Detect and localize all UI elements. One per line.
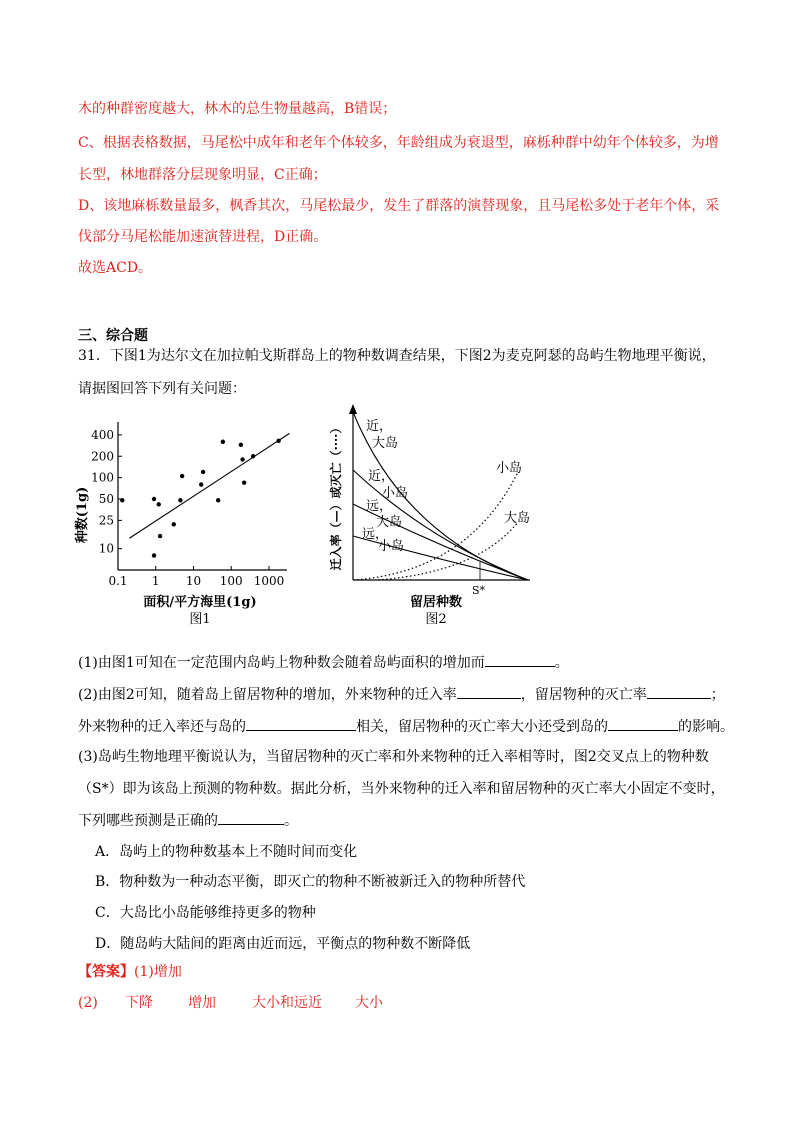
question-3-line-1: (3)岛屿生物地理平衡说认为，当留居物种的灭亡率和外来物种的迁入率相等时，图2交叉点上的物种数: [78, 749, 709, 765]
figure-2-equilibrium-chart: [318, 400, 558, 630]
answer-blank-1[interactable]: [485, 652, 555, 667]
answer-tag: 【答案】: [78, 964, 134, 980]
figure-1-data-point: [158, 534, 162, 538]
question-3-line-3: 下列哪些预测是正确的 。: [78, 810, 298, 831]
figure-1-data-point: [157, 502, 161, 506]
answer-blank-2c[interactable]: [246, 716, 356, 731]
answer-line-2: [78, 993, 383, 1013]
figure-1-data-point: [240, 457, 244, 461]
explanation-line-6: 故选ACD。: [78, 260, 153, 276]
figure-1-y-axis-label: 种数(1g): [75, 486, 90, 544]
label-near-small-2: 小岛: [382, 486, 409, 501]
figure-1-y-tick-label: 50: [98, 492, 114, 506]
figure-1-y-tick-label: 10: [98, 541, 114, 556]
figure-1-x-tick-label: 0.1: [108, 574, 128, 588]
answer-blank-2b[interactable]: [647, 684, 711, 699]
figure-1-data-point: [199, 482, 203, 486]
label-far-big-1: 远，: [366, 499, 393, 514]
figure-1-x-tick-label: 1000: [253, 574, 285, 588]
answer-line-1: [78, 962, 182, 982]
figure-1-data-point: [178, 498, 182, 502]
figure-2-y-axis-label: 迁入率（—）或灭亡（····）: [329, 421, 343, 571]
figure-1-x-tick-label: 100: [219, 574, 243, 588]
explanation-line-4: D、该地麻栎数量最多，枫香其次，马尾松最少，发生了群落的演替现象，且马尾松多处于老年个体，采: [78, 198, 720, 214]
figure-1-data-point: [216, 498, 220, 502]
label-far-small-1: 远，: [362, 527, 389, 542]
figure-1-data-point: [221, 440, 225, 444]
s-star-label: S*: [472, 584, 486, 597]
figure-1-data-point: [242, 480, 246, 484]
figure-1-data-point: [120, 498, 124, 502]
answer-2-item: 增加: [188, 995, 216, 1011]
question-3-line-2: （S*）即为该岛上预测的物种数。据此分析，当外来物种的迁入率和留居物种的灭亡率大小固定不变时，: [78, 781, 725, 797]
figure-1-data-point: [152, 553, 156, 557]
answer-2-item: 大小和远近: [252, 995, 322, 1011]
figure-1-y-tick-label: 100: [91, 470, 114, 485]
question-2-line-1: (2)由图2可知，随着岛上留居物种的增加，外来物种的迁入率 ，留居物种的灭亡率 ；: [78, 684, 725, 705]
figure-1-data-point: [239, 443, 243, 447]
answer-1: (1)增加: [134, 964, 182, 980]
figure-1-data-point: [201, 470, 205, 474]
option-d: D．随岛屿大陆间的距离由近而远，平衡点的物种数不断降低: [95, 936, 471, 952]
question-1: (1)由图1可知在一定范围内岛屿上物种数会随着岛屿面积的增加而 。: [78, 652, 569, 673]
option-a: A．岛屿上的物种数基本上不随时间而变化: [95, 844, 358, 860]
label-near-big-2: 大岛: [372, 436, 399, 451]
question-2-line-2: 外来物种的迁入率还与岛的 相关，留居物种的灭亡率大小还受到岛的 的影响。: [78, 716, 734, 737]
figure-1-axes: [118, 422, 287, 570]
section-title: 三、综合题: [78, 328, 148, 344]
figure-2-caption: 图2: [425, 612, 447, 627]
explanation-line-2: C、根据表格数据，马尾松中成年和老年个体较多，年龄组成为衰退型，麻栎种群中幼年个体较多，为增: [78, 135, 719, 151]
figure-1-x-tick-label: 10: [185, 574, 202, 588]
answer-blank-2a[interactable]: [457, 684, 521, 699]
figure-1-data-point: [172, 522, 176, 526]
figure-1-caption: 图1: [189, 612, 211, 627]
label-small-island-extinction: 小岛: [496, 461, 523, 476]
answer-blank-3[interactable]: [218, 810, 284, 825]
figure-1-data-point: [180, 474, 184, 478]
figure-1-y-tick-label: 400: [91, 427, 114, 442]
question-stem-line-2: 请据图回答下列有关问题：: [78, 381, 246, 397]
explanation-line-3: 长型，林地群落分层现象明显，C正确；: [78, 167, 327, 183]
figure-1-x-axis-label: 面积/平方海里(1g): [143, 595, 257, 610]
explanation-line-5: 伐部分马尾松能加速演替进程，D正确。: [78, 229, 328, 245]
figure-1-trendline: [129, 433, 289, 538]
label-big-island-extinction: 大岛: [504, 511, 531, 526]
figure-1-data-point: [152, 497, 156, 501]
answer-2-item: 大小: [355, 995, 383, 1011]
label-far-small-2: 小岛: [378, 539, 405, 554]
label-near-big-1: 近，: [366, 419, 393, 434]
label-far-big-2: 大岛: [376, 515, 403, 530]
figure-1-y-tick-label: 200: [91, 449, 114, 464]
option-b: B．物种数为一种动态平衡，即灭亡的物种不断被新迁入的物种所替代: [95, 874, 526, 890]
label-near-small-1: 近，: [368, 469, 395, 484]
answer-2-item: 下降: [125, 995, 153, 1011]
option-c: C．大岛比小岛能够维持更多的物种: [95, 905, 316, 921]
figure-2-x-axis-label: 留居种数: [409, 595, 463, 610]
figure-1-scatter-chart: [72, 410, 302, 630]
figure-1-y-tick-label: 25: [98, 513, 114, 528]
answer-2-label: (2): [78, 995, 98, 1011]
answer-blank-2d[interactable]: [608, 716, 678, 731]
question-stem-line-1: 31．下图1为达尔文在加拉帕戈斯群岛上的物种数调查结果，下图2为麦克阿瑟的岛屿生物地理平衡说，: [78, 348, 716, 364]
figure-1-x-tick-label: 1: [151, 574, 160, 588]
explanation-line-1: 木的种群密度越大，林木的总生物量越高，B错误；: [78, 101, 397, 117]
